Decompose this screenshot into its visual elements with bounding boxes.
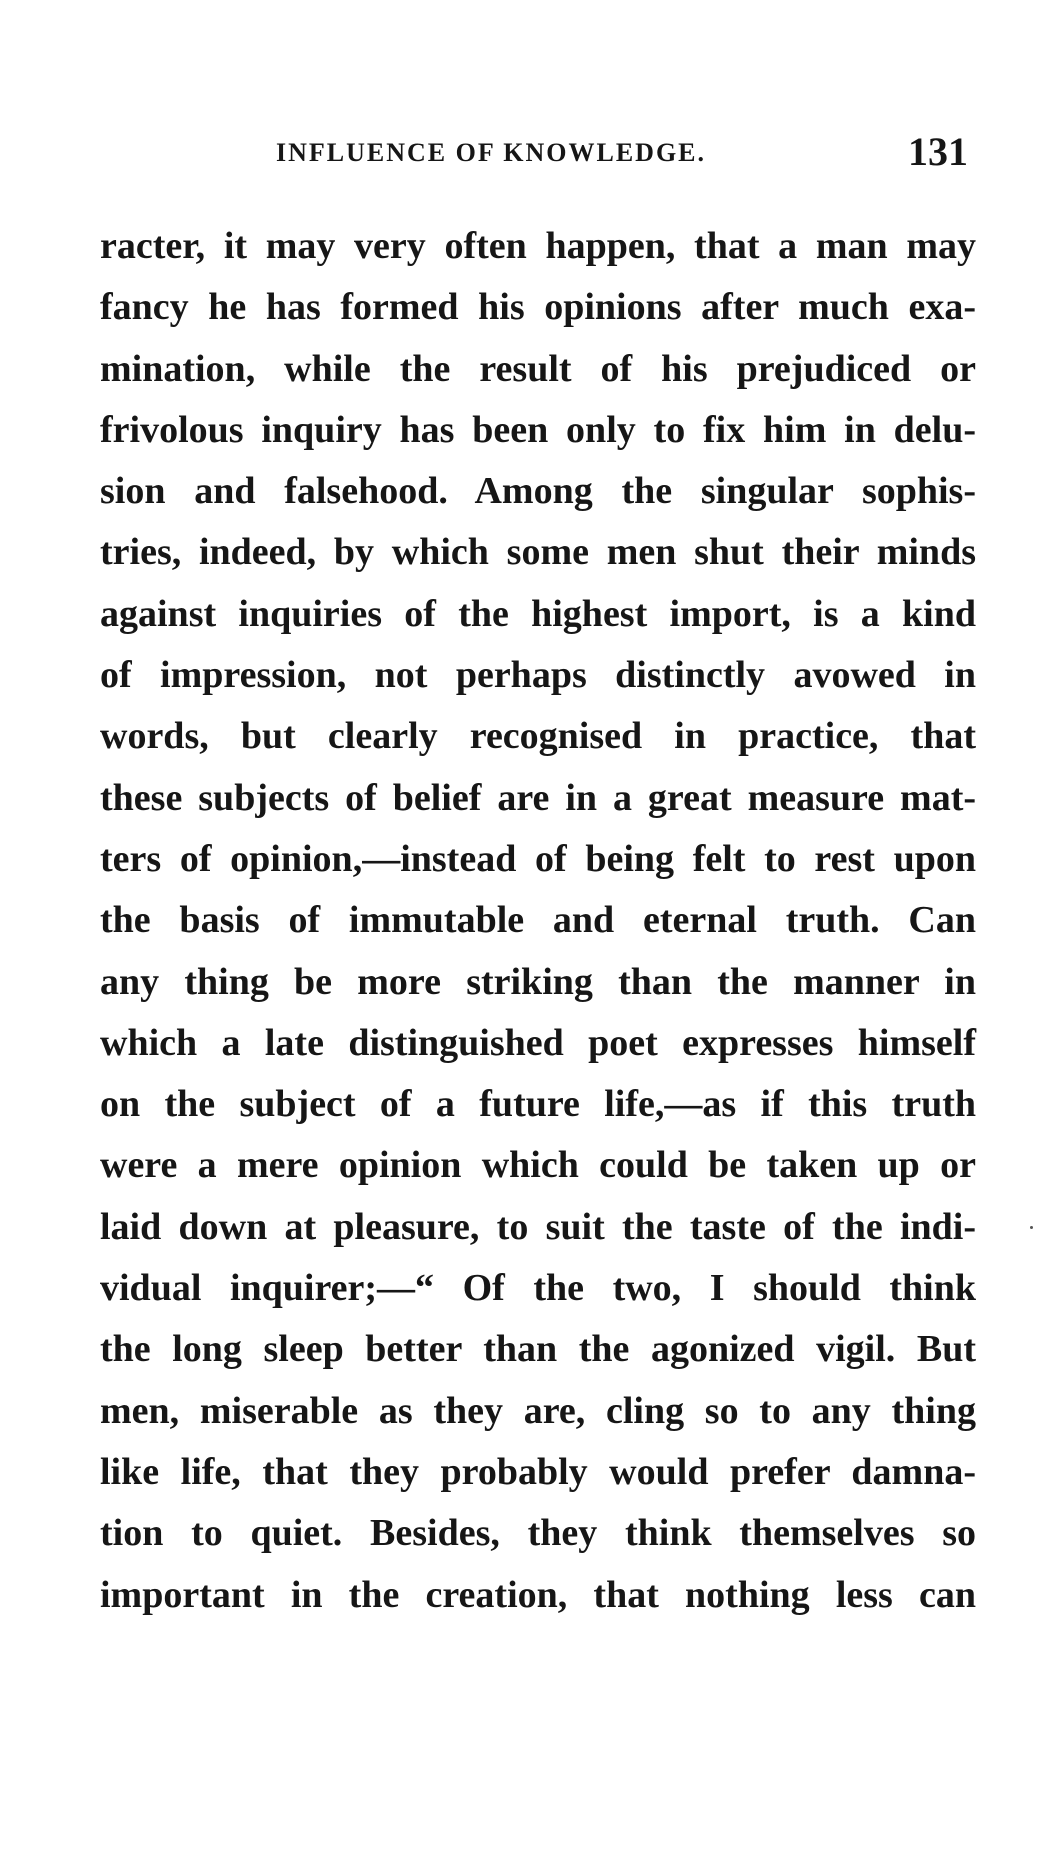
text-line: ters of opinion,—instead of being felt to rest upon [100,837,976,880]
text-line: on the subject of a future life,—as if this truth [100,1083,976,1126]
text-line: vidual inquirer;—“ Of the two, I should think [100,1267,976,1310]
page-number: 131 [908,129,968,174]
text-line: men, miserable as they are, cling so to any thing [100,1389,976,1432]
text-line: which a late distinguished poet expresses himself [100,1021,976,1064]
text-line: mination, while the result of his prejudiced or [100,347,976,390]
print-speck [1030,1226,1033,1229]
running-header [100,128,976,178]
text-line: laid down at pleasure, to suit the taste of the indi- [100,1205,976,1248]
text-line: sion and falsehood. Among the singular sophis- [100,470,976,513]
body-text [100,216,976,1626]
text-line: any thing be more striking than the manner in [100,960,976,1003]
text-line: the long sleep better than the agonized vigil. But [100,1328,976,1371]
text-line: of impression, not perhaps distinctly avowed in [100,654,976,697]
text-line: the basis of immutable and eternal truth. Can [100,899,976,942]
running-title: INFLUENCE OF KNOWLEDGE. [276,138,707,167]
text-line: words, but clearly recognised in practice, that [100,715,976,758]
text-line: against inquiries of the highest import, is a kind [100,592,976,635]
text-line: these subjects of belief are in a great measure mat- [100,776,976,819]
text-line: important in the creation, that nothing less can [100,1573,976,1616]
text-line: tries, indeed, by which some men shut their minds [100,531,976,574]
text-line: frivolous inquiry has been only to fix him in delu- [100,408,976,451]
text-line: were a mere opinion which could be taken up or [100,1144,976,1187]
text-line: tion to quiet. Besides, they think themselves so [100,1512,976,1555]
text-line: like life, that they probably would prefer damna- [100,1450,976,1493]
text-line: racter, it may very often happen, that a man may [100,225,976,267]
text-line: fancy he has formed his opinions after much exa- [100,286,976,329]
